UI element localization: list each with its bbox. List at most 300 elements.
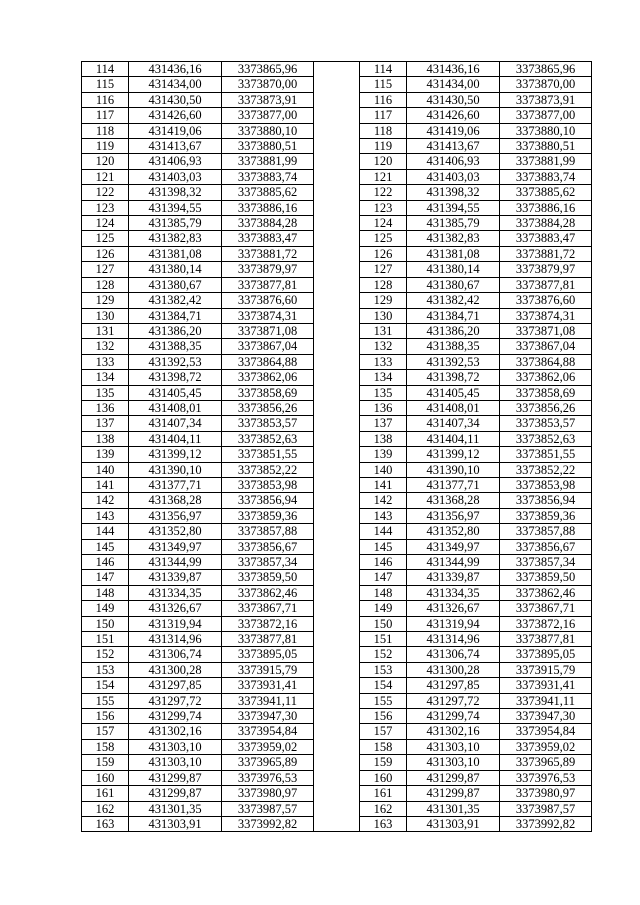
right-x-coordinate-cell: 431297,72 <box>407 693 500 708</box>
table-row <box>82 770 592 785</box>
right-point-number-cell: 135 <box>360 385 407 400</box>
right-y-coordinate-cell: 3373864,88 <box>500 354 592 369</box>
column-gap <box>314 493 360 508</box>
left-x-coordinate-cell: 431419,06 <box>129 123 222 138</box>
left-y-coordinate-cell: 3373856,67 <box>222 539 314 554</box>
left-y-coordinate-cell: 3373959,02 <box>222 739 314 754</box>
left-x-coordinate-cell: 431398,72 <box>129 370 222 385</box>
column-gap <box>314 400 360 415</box>
column-gap <box>314 246 360 261</box>
table-row <box>82 647 592 662</box>
left-x-coordinate-cell: 431403,03 <box>129 169 222 184</box>
left-point-number-cell: 149 <box>82 601 129 616</box>
right-y-coordinate-cell: 3373873,91 <box>500 92 592 107</box>
left-y-coordinate-cell: 3373965,89 <box>222 755 314 770</box>
right-point-number-cell: 145 <box>360 539 407 554</box>
left-x-coordinate-cell: 431426,60 <box>129 108 222 123</box>
left-point-number-cell: 147 <box>82 570 129 585</box>
right-x-coordinate-cell: 431405,45 <box>407 385 500 400</box>
right-y-coordinate-cell: 3373857,88 <box>500 524 592 539</box>
right-x-coordinate-cell: 431349,97 <box>407 539 500 554</box>
right-y-coordinate-cell: 3373886,16 <box>500 200 592 215</box>
right-x-coordinate-cell: 431382,42 <box>407 293 500 308</box>
left-x-coordinate-cell: 431300,28 <box>129 662 222 677</box>
left-x-coordinate-cell: 431392,53 <box>129 354 222 369</box>
right-point-number-cell: 123 <box>360 200 407 215</box>
right-x-coordinate-cell: 431388,35 <box>407 339 500 354</box>
right-y-coordinate-cell: 3373976,53 <box>500 770 592 785</box>
column-gap <box>314 755 360 770</box>
right-point-number-cell: 128 <box>360 277 407 292</box>
column-gap <box>314 447 360 462</box>
table-row <box>82 400 592 415</box>
column-gap <box>314 92 360 107</box>
left-x-coordinate-cell: 431382,83 <box>129 231 222 246</box>
left-y-coordinate-cell: 3373862,06 <box>222 370 314 385</box>
left-y-coordinate-cell: 3373941,11 <box>222 693 314 708</box>
table-row <box>82 185 592 200</box>
right-point-number-cell: 157 <box>360 724 407 739</box>
column-gap <box>314 709 360 724</box>
table-row <box>82 216 592 231</box>
right-point-number-cell: 119 <box>360 139 407 154</box>
column-gap <box>314 524 360 539</box>
left-y-coordinate-cell: 3373980,97 <box>222 786 314 801</box>
right-point-number-cell: 142 <box>360 493 407 508</box>
right-y-coordinate-cell: 3373959,02 <box>500 739 592 754</box>
left-y-coordinate-cell: 3373885,62 <box>222 185 314 200</box>
right-y-coordinate-cell: 3373856,94 <box>500 493 592 508</box>
column-gap <box>314 293 360 308</box>
left-y-coordinate-cell: 3373879,97 <box>222 262 314 277</box>
left-x-coordinate-cell: 431299,87 <box>129 786 222 801</box>
right-point-number-cell: 150 <box>360 616 407 631</box>
left-point-number-cell: 119 <box>82 139 129 154</box>
table-row <box>82 786 592 801</box>
left-x-coordinate-cell: 431377,71 <box>129 477 222 492</box>
left-point-number-cell: 114 <box>82 62 129 77</box>
right-x-coordinate-cell: 431426,60 <box>407 108 500 123</box>
right-point-number-cell: 121 <box>360 169 407 184</box>
right-point-number-cell: 144 <box>360 524 407 539</box>
left-point-number-cell: 159 <box>82 755 129 770</box>
right-x-coordinate-cell: 431380,14 <box>407 262 500 277</box>
column-gap <box>314 123 360 138</box>
left-point-number-cell: 152 <box>82 647 129 662</box>
coordinates-table <box>81 61 592 832</box>
right-y-coordinate-cell: 3373856,67 <box>500 539 592 554</box>
right-y-coordinate-cell: 3373877,81 <box>500 277 592 292</box>
left-point-number-cell: 141 <box>82 477 129 492</box>
right-y-coordinate-cell: 3373931,41 <box>500 678 592 693</box>
table-row <box>82 246 592 261</box>
table-row <box>82 632 592 647</box>
right-x-coordinate-cell: 431326,67 <box>407 601 500 616</box>
column-gap <box>314 77 360 92</box>
left-point-number-cell: 134 <box>82 370 129 385</box>
right-y-coordinate-cell: 3373992,82 <box>500 816 592 831</box>
column-gap <box>314 477 360 492</box>
right-point-number-cell: 154 <box>360 678 407 693</box>
left-point-number-cell: 132 <box>82 339 129 354</box>
left-x-coordinate-cell: 431303,10 <box>129 739 222 754</box>
right-y-coordinate-cell: 3373954,84 <box>500 724 592 739</box>
column-gap <box>314 662 360 677</box>
right-y-coordinate-cell: 3373874,31 <box>500 308 592 323</box>
right-point-number-cell: 122 <box>360 185 407 200</box>
table-row <box>82 277 592 292</box>
right-y-coordinate-cell: 3373880,51 <box>500 139 592 154</box>
column-gap <box>314 370 360 385</box>
table-row <box>82 339 592 354</box>
column-gap <box>314 724 360 739</box>
left-x-coordinate-cell: 431381,08 <box>129 246 222 261</box>
right-y-coordinate-cell: 3373853,98 <box>500 477 592 492</box>
left-y-coordinate-cell: 3373873,91 <box>222 92 314 107</box>
table-row <box>82 724 592 739</box>
left-point-number-cell: 129 <box>82 293 129 308</box>
right-y-coordinate-cell: 3373862,06 <box>500 370 592 385</box>
left-y-coordinate-cell: 3373871,08 <box>222 323 314 338</box>
right-point-number-cell: 139 <box>360 447 407 462</box>
left-point-number-cell: 124 <box>82 216 129 231</box>
table-row <box>82 308 592 323</box>
right-x-coordinate-cell: 431380,67 <box>407 277 500 292</box>
right-x-coordinate-cell: 431436,16 <box>407 62 500 77</box>
left-x-coordinate-cell: 431339,87 <box>129 570 222 585</box>
left-x-coordinate-cell: 431382,42 <box>129 293 222 308</box>
left-point-number-cell: 142 <box>82 493 129 508</box>
right-y-coordinate-cell: 3373871,08 <box>500 323 592 338</box>
left-x-coordinate-cell: 431388,35 <box>129 339 222 354</box>
right-point-number-cell: 159 <box>360 755 407 770</box>
right-point-number-cell: 117 <box>360 108 407 123</box>
left-point-number-cell: 146 <box>82 555 129 570</box>
left-point-number-cell: 151 <box>82 632 129 647</box>
right-point-number-cell: 152 <box>360 647 407 662</box>
table-row <box>82 323 592 338</box>
column-gap <box>314 277 360 292</box>
right-point-number-cell: 137 <box>360 416 407 431</box>
column-gap <box>314 185 360 200</box>
right-y-coordinate-cell: 3373883,47 <box>500 231 592 246</box>
left-y-coordinate-cell: 3373976,53 <box>222 770 314 785</box>
left-y-coordinate-cell: 3373876,60 <box>222 293 314 308</box>
right-point-number-cell: 115 <box>360 77 407 92</box>
left-y-coordinate-cell: 3373883,74 <box>222 169 314 184</box>
left-point-number-cell: 135 <box>82 385 129 400</box>
left-y-coordinate-cell: 3373851,55 <box>222 447 314 462</box>
right-x-coordinate-cell: 431356,97 <box>407 508 500 523</box>
right-y-coordinate-cell: 3373865,96 <box>500 62 592 77</box>
left-x-coordinate-cell: 431334,35 <box>129 585 222 600</box>
right-y-coordinate-cell: 3373851,55 <box>500 447 592 462</box>
left-y-coordinate-cell: 3373872,16 <box>222 616 314 631</box>
table-row <box>82 77 592 92</box>
table-row <box>82 293 592 308</box>
right-y-coordinate-cell: 3373858,69 <box>500 385 592 400</box>
left-x-coordinate-cell: 431352,80 <box>129 524 222 539</box>
right-point-number-cell: 153 <box>360 662 407 677</box>
right-point-number-cell: 129 <box>360 293 407 308</box>
left-x-coordinate-cell: 431349,97 <box>129 539 222 554</box>
column-gap <box>314 616 360 631</box>
right-point-number-cell: 147 <box>360 570 407 585</box>
column-gap <box>314 139 360 154</box>
right-x-coordinate-cell: 431413,67 <box>407 139 500 154</box>
left-x-coordinate-cell: 431297,72 <box>129 693 222 708</box>
left-y-coordinate-cell: 3373867,71 <box>222 601 314 616</box>
table-row <box>82 678 592 693</box>
right-y-coordinate-cell: 3373867,04 <box>500 339 592 354</box>
right-y-coordinate-cell: 3373853,57 <box>500 416 592 431</box>
left-point-number-cell: 137 <box>82 416 129 431</box>
left-y-coordinate-cell: 3373853,57 <box>222 416 314 431</box>
right-x-coordinate-cell: 431297,85 <box>407 678 500 693</box>
column-gap <box>314 801 360 816</box>
left-point-number-cell: 130 <box>82 308 129 323</box>
table-row <box>82 154 592 169</box>
right-x-coordinate-cell: 431302,16 <box>407 724 500 739</box>
left-x-coordinate-cell: 431394,55 <box>129 200 222 215</box>
right-x-coordinate-cell: 431377,71 <box>407 477 500 492</box>
left-point-number-cell: 162 <box>82 801 129 816</box>
left-y-coordinate-cell: 3373864,88 <box>222 354 314 369</box>
left-y-coordinate-cell: 3373881,99 <box>222 154 314 169</box>
left-y-coordinate-cell: 3373880,10 <box>222 123 314 138</box>
table-row <box>82 431 592 446</box>
right-y-coordinate-cell: 3373852,63 <box>500 431 592 446</box>
left-x-coordinate-cell: 431344,99 <box>129 555 222 570</box>
table-row <box>82 616 592 631</box>
column-gap <box>314 585 360 600</box>
left-point-number-cell: 126 <box>82 246 129 261</box>
table-row <box>82 139 592 154</box>
column-gap <box>314 323 360 338</box>
left-point-number-cell: 122 <box>82 185 129 200</box>
left-y-coordinate-cell: 3373865,96 <box>222 62 314 77</box>
right-x-coordinate-cell: 431384,71 <box>407 308 500 323</box>
right-x-coordinate-cell: 431434,00 <box>407 77 500 92</box>
left-point-number-cell: 139 <box>82 447 129 462</box>
table-row <box>82 662 592 677</box>
table-row <box>82 693 592 708</box>
left-x-coordinate-cell: 431408,01 <box>129 400 222 415</box>
right-y-coordinate-cell: 3373856,26 <box>500 400 592 415</box>
table-row <box>82 354 592 369</box>
left-x-coordinate-cell: 431407,34 <box>129 416 222 431</box>
table-row <box>82 262 592 277</box>
left-x-coordinate-cell: 431303,91 <box>129 816 222 831</box>
right-x-coordinate-cell: 431300,28 <box>407 662 500 677</box>
right-x-coordinate-cell: 431319,94 <box>407 616 500 631</box>
table-row <box>82 539 592 554</box>
right-point-number-cell: 127 <box>360 262 407 277</box>
left-point-number-cell: 160 <box>82 770 129 785</box>
right-point-number-cell: 160 <box>360 770 407 785</box>
left-y-coordinate-cell: 3373852,63 <box>222 431 314 446</box>
left-y-coordinate-cell: 3373877,81 <box>222 277 314 292</box>
left-y-coordinate-cell: 3373880,51 <box>222 139 314 154</box>
right-x-coordinate-cell: 431303,10 <box>407 739 500 754</box>
right-point-number-cell: 132 <box>360 339 407 354</box>
left-x-coordinate-cell: 431390,10 <box>129 462 222 477</box>
right-point-number-cell: 158 <box>360 739 407 754</box>
left-x-coordinate-cell: 431386,20 <box>129 323 222 338</box>
column-gap <box>314 339 360 354</box>
table-row <box>82 755 592 770</box>
table-row <box>82 524 592 539</box>
right-y-coordinate-cell: 3373947,30 <box>500 709 592 724</box>
left-y-coordinate-cell: 3373874,31 <box>222 308 314 323</box>
left-point-number-cell: 145 <box>82 539 129 554</box>
column-gap <box>314 154 360 169</box>
right-point-number-cell: 134 <box>360 370 407 385</box>
column-gap <box>314 555 360 570</box>
right-y-coordinate-cell: 3373885,62 <box>500 185 592 200</box>
right-x-coordinate-cell: 431352,80 <box>407 524 500 539</box>
right-y-coordinate-cell: 3373876,60 <box>500 293 592 308</box>
left-x-coordinate-cell: 431303,10 <box>129 755 222 770</box>
left-point-number-cell: 118 <box>82 123 129 138</box>
table-row <box>82 62 592 77</box>
column-gap <box>314 786 360 801</box>
left-point-number-cell: 150 <box>82 616 129 631</box>
table-row <box>82 231 592 246</box>
right-point-number-cell: 124 <box>360 216 407 231</box>
right-x-coordinate-cell: 431398,72 <box>407 370 500 385</box>
table-row <box>82 462 592 477</box>
right-point-number-cell: 143 <box>360 508 407 523</box>
left-y-coordinate-cell: 3373886,16 <box>222 200 314 215</box>
right-y-coordinate-cell: 3373881,72 <box>500 246 592 261</box>
left-y-coordinate-cell: 3373857,88 <box>222 524 314 539</box>
left-y-coordinate-cell: 3373881,72 <box>222 246 314 261</box>
right-point-number-cell: 120 <box>360 154 407 169</box>
right-y-coordinate-cell: 3373877,81 <box>500 632 592 647</box>
left-x-coordinate-cell: 431380,67 <box>129 277 222 292</box>
left-point-number-cell: 156 <box>82 709 129 724</box>
right-x-coordinate-cell: 431398,32 <box>407 185 500 200</box>
left-x-coordinate-cell: 431306,74 <box>129 647 222 662</box>
right-x-coordinate-cell: 431404,11 <box>407 431 500 446</box>
right-point-number-cell: 141 <box>360 477 407 492</box>
left-x-coordinate-cell: 431301,35 <box>129 801 222 816</box>
left-y-coordinate-cell: 3373947,30 <box>222 709 314 724</box>
left-y-coordinate-cell: 3373857,34 <box>222 555 314 570</box>
right-x-coordinate-cell: 431303,91 <box>407 816 500 831</box>
column-gap <box>314 678 360 693</box>
right-point-number-cell: 151 <box>360 632 407 647</box>
table-row <box>82 601 592 616</box>
left-point-number-cell: 140 <box>82 462 129 477</box>
left-point-number-cell: 133 <box>82 354 129 369</box>
right-x-coordinate-cell: 431392,53 <box>407 354 500 369</box>
left-x-coordinate-cell: 431299,74 <box>129 709 222 724</box>
left-x-coordinate-cell: 431430,50 <box>129 92 222 107</box>
column-gap <box>314 816 360 831</box>
right-y-coordinate-cell: 3373883,74 <box>500 169 592 184</box>
left-point-number-cell: 131 <box>82 323 129 338</box>
table-row <box>82 169 592 184</box>
right-x-coordinate-cell: 431299,87 <box>407 786 500 801</box>
right-x-coordinate-cell: 431394,55 <box>407 200 500 215</box>
column-gap <box>314 462 360 477</box>
left-point-number-cell: 158 <box>82 739 129 754</box>
column-gap <box>314 632 360 647</box>
right-x-coordinate-cell: 431382,83 <box>407 231 500 246</box>
column-gap <box>314 354 360 369</box>
right-x-coordinate-cell: 431399,12 <box>407 447 500 462</box>
left-x-coordinate-cell: 431380,14 <box>129 262 222 277</box>
left-y-coordinate-cell: 3373884,28 <box>222 216 314 231</box>
left-y-coordinate-cell: 3373858,69 <box>222 385 314 400</box>
right-point-number-cell: 155 <box>360 693 407 708</box>
left-x-coordinate-cell: 431368,28 <box>129 493 222 508</box>
right-y-coordinate-cell: 3373881,99 <box>500 154 592 169</box>
left-y-coordinate-cell: 3373862,46 <box>222 585 314 600</box>
right-y-coordinate-cell: 3373987,57 <box>500 801 592 816</box>
column-gap <box>314 570 360 585</box>
left-x-coordinate-cell: 431406,93 <box>129 154 222 169</box>
left-y-coordinate-cell: 3373870,00 <box>222 77 314 92</box>
column-gap <box>314 693 360 708</box>
table-row <box>82 108 592 123</box>
right-x-coordinate-cell: 431430,50 <box>407 92 500 107</box>
left-y-coordinate-cell: 3373954,84 <box>222 724 314 739</box>
left-y-coordinate-cell: 3373859,36 <box>222 508 314 523</box>
left-point-number-cell: 121 <box>82 169 129 184</box>
left-x-coordinate-cell: 431326,67 <box>129 601 222 616</box>
right-x-coordinate-cell: 431381,08 <box>407 246 500 261</box>
right-point-number-cell: 138 <box>360 431 407 446</box>
left-y-coordinate-cell: 3373856,94 <box>222 493 314 508</box>
column-gap <box>314 216 360 231</box>
column-gap <box>314 539 360 554</box>
coordinates-table-body <box>82 62 592 832</box>
right-y-coordinate-cell: 3373980,97 <box>500 786 592 801</box>
right-x-coordinate-cell: 431314,96 <box>407 632 500 647</box>
right-y-coordinate-cell: 3373877,00 <box>500 108 592 123</box>
table-row <box>82 385 592 400</box>
column-gap <box>314 647 360 662</box>
left-x-coordinate-cell: 431399,12 <box>129 447 222 462</box>
right-x-coordinate-cell: 431386,20 <box>407 323 500 338</box>
left-x-coordinate-cell: 431413,67 <box>129 139 222 154</box>
right-point-number-cell: 140 <box>360 462 407 477</box>
column-gap <box>314 262 360 277</box>
left-x-coordinate-cell: 431436,16 <box>129 62 222 77</box>
table-row <box>82 493 592 508</box>
right-point-number-cell: 133 <box>360 354 407 369</box>
table-row <box>82 709 592 724</box>
left-point-number-cell: 163 <box>82 816 129 831</box>
left-point-number-cell: 123 <box>82 200 129 215</box>
right-y-coordinate-cell: 3373852,22 <box>500 462 592 477</box>
right-x-coordinate-cell: 431299,87 <box>407 770 500 785</box>
right-y-coordinate-cell: 3373857,34 <box>500 555 592 570</box>
left-y-coordinate-cell: 3373852,22 <box>222 462 314 477</box>
left-x-coordinate-cell: 431314,96 <box>129 632 222 647</box>
table-row <box>82 123 592 138</box>
left-point-number-cell: 155 <box>82 693 129 708</box>
left-y-coordinate-cell: 3373853,98 <box>222 477 314 492</box>
column-gap <box>314 231 360 246</box>
right-point-number-cell: 163 <box>360 816 407 831</box>
left-y-coordinate-cell: 3373877,00 <box>222 108 314 123</box>
right-y-coordinate-cell: 3373867,71 <box>500 601 592 616</box>
column-gap <box>314 169 360 184</box>
